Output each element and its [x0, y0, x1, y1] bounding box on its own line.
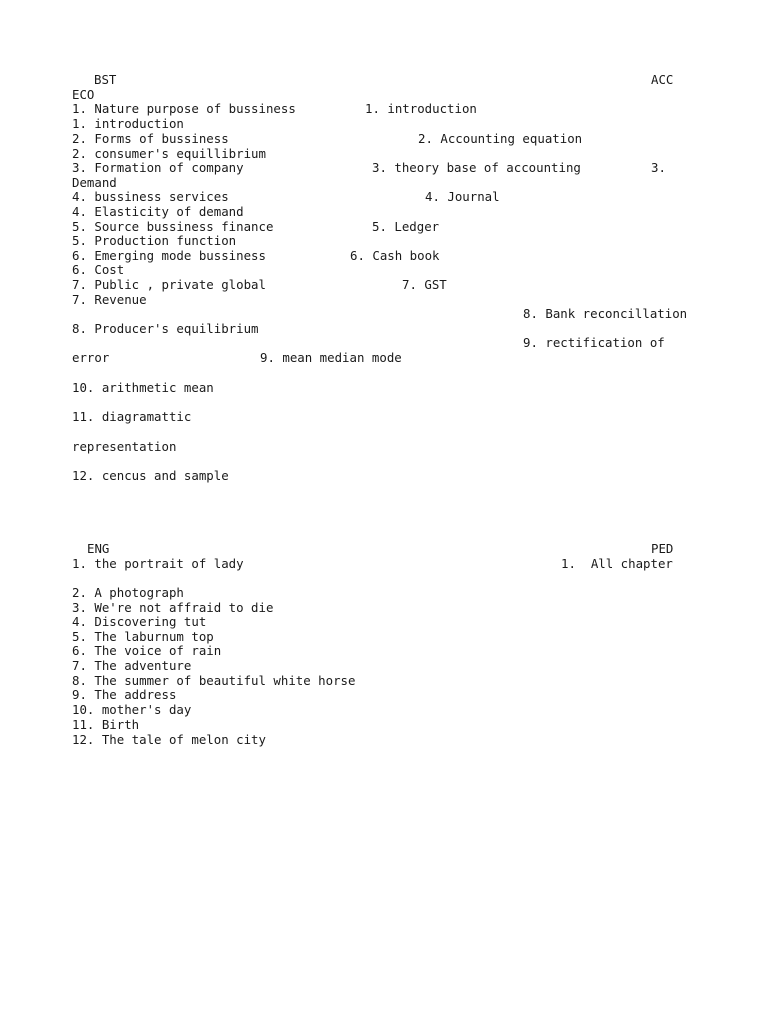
eng-item-11: 11. Birth [72, 717, 140, 732]
eco-item-7: 7. Revenue [72, 292, 147, 307]
bst-item-3: 3. Formation of company [72, 160, 244, 175]
acc-item-3: 3. theory base of accounting [372, 160, 581, 175]
bst-item-6: 6. Emerging mode bussiness [72, 248, 266, 263]
eco-item-11-part2: representation [72, 439, 177, 454]
eng-item-6: 6. The voice of rain [72, 643, 222, 658]
acc-item-9-part2: error [72, 350, 110, 365]
bst-item-7: 7. Public , private global [72, 277, 266, 292]
eco-item-3-text: Demand [72, 175, 117, 190]
eng-item-8: 8. The summer of beautiful white horse [72, 673, 356, 688]
bst-item-4: 4. bussiness services [72, 189, 229, 204]
heading-bst: BST [94, 72, 117, 87]
acc-item-1: 1. introduction [365, 101, 477, 116]
eng-item-9: 9. The address [72, 687, 177, 702]
eco-item-6: 6. Cost [72, 262, 125, 277]
eng-item-4: 4. Discovering tut [72, 614, 207, 629]
heading-eco: ECO [72, 87, 95, 102]
bst-item-2: 2. Forms of bussiness [72, 131, 229, 146]
heading-ped: PED [651, 541, 674, 556]
bst-item-5: 5. Source bussiness finance [72, 219, 274, 234]
acc-item-5: 5. Ledger [372, 219, 440, 234]
eco-item-4: 4. Elasticity of demand [72, 204, 244, 219]
heading-acc: ACC [651, 72, 674, 87]
eco-item-3-number: 3. [651, 160, 666, 175]
eng-item-1: 1. the portrait of lady [72, 556, 244, 571]
ped-item-1: 1. All chapter [561, 556, 673, 571]
eco-item-8: 8. Producer's equilibrium [72, 321, 259, 336]
acc-item-8: 8. Bank reconcillation [523, 306, 688, 321]
eco-item-1: 1. introduction [72, 116, 184, 131]
acc-item-7: 7. GST [402, 277, 447, 292]
acc-item-6: 6. Cash book [350, 248, 440, 263]
eco-item-2: 2. consumer's equillibrium [72, 146, 266, 161]
bst-item-1: 1. Nature purpose of bussiness [72, 101, 296, 116]
acc-item-4: 4. Journal [425, 189, 500, 204]
eng-item-7: 7. The adventure [72, 658, 192, 673]
eco-item-9: 9. mean median mode [260, 350, 402, 365]
eco-item-11-part1: 11. diagramattic [72, 409, 192, 424]
eco-item-12: 12. cencus and sample [72, 468, 229, 483]
acc-item-2: 2. Accounting equation [418, 131, 583, 146]
eco-item-10: 10. arithmetic mean [72, 380, 214, 395]
eco-item-5: 5. Production function [72, 233, 237, 248]
eng-item-3: 3. We're not affraid to die [72, 600, 274, 615]
eng-item-12: 12. The tale of melon city [72, 732, 266, 747]
acc-item-9-part1: 9. rectification of [523, 335, 665, 350]
heading-eng: ENG [87, 541, 110, 556]
eng-item-5: 5. The laburnum top [72, 629, 214, 644]
eng-item-2: 2. A photograph [72, 585, 184, 600]
eng-item-10: 10. mother's day [72, 702, 192, 717]
